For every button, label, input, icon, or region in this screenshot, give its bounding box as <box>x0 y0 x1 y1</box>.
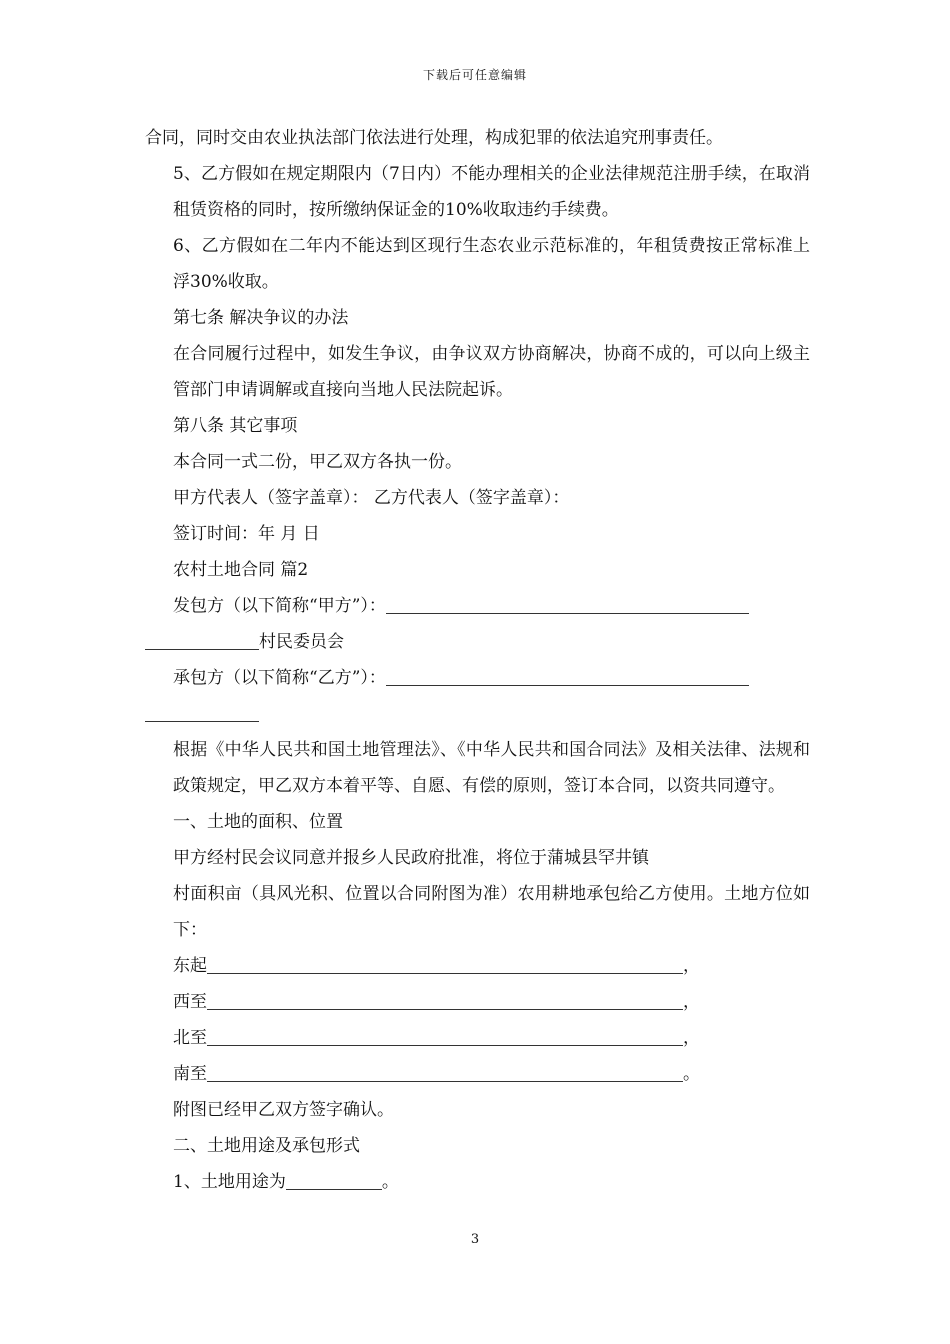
boundary-south-label: 南至 <box>173 1064 207 1084</box>
party-b-blank <box>386 667 749 686</box>
land-use-blank <box>286 1171 382 1190</box>
paragraph-dispute-resolution: 在合同履行过程中，如发生争议，由争议双方协商解决，协商不成的，可以向上级主管部门申请调解或直接向当地人民法院起诉。 <box>173 344 810 400</box>
boundary-south-line <box>145 1056 810 1092</box>
heading-part-2: 农村土地合同 篇2 <box>173 560 309 580</box>
party-b-continuation-line <box>145 696 810 732</box>
paragraph-clause-6: 6、乙方假如在二年内不能达到区现行生态农业示范标准的，年租赁费按正常标准上浮30%收取。 <box>173 236 810 292</box>
boundary-north-label: 北至 <box>173 1028 207 1048</box>
boundary-west-punct: ， <box>683 992 700 1012</box>
party-a-line <box>145 588 810 624</box>
paragraph-approval: 甲方经村民会议同意并报乡人民政府批准，将位于蒲城县罕井镇 <box>173 848 649 868</box>
village-blank <box>145 631 259 650</box>
party-b-label: 承包方（以下简称“乙方”）： <box>173 668 386 688</box>
heading-article-8: 第八条 其它事项 <box>173 416 298 436</box>
land-use-punct: 。 <box>381 1172 399 1192</box>
party-a-blank <box>386 595 749 614</box>
boundary-north-punct: ， <box>683 1028 700 1048</box>
boundary-east-punct: ， <box>683 956 700 976</box>
boundary-west-label: 西至 <box>173 992 207 1012</box>
boundary-south-blank <box>207 1063 683 1082</box>
boundary-east-label: 东起 <box>173 956 207 976</box>
boundary-west-line <box>145 984 810 1020</box>
village-committee-line <box>145 624 810 660</box>
boundary-north-line <box>145 1020 810 1056</box>
page-header: 下载后可任意编辑 <box>422 68 527 82</box>
heading-land-use: 二、土地用途及承包形式 <box>173 1136 360 1156</box>
land-use-label: 1、土地用途为 <box>173 1172 286 1192</box>
paragraph-map-confirmed: 附图已经甲乙双方签字确认。 <box>173 1100 394 1120</box>
party-b-blank-continued <box>145 703 259 722</box>
paragraph-clause-5: 5、乙方假如在规定期限内（7日内）不能办理相关的企业法律规范注册手续，在取消租赁资格的同时，按所缴纳保证金的10%收取违约手续费。 <box>173 164 810 220</box>
paragraph-land-description: 村面积亩（具风光积、位置以合同附图为准）农用耕地承包给乙方使用。土地方位如下： <box>173 884 810 940</box>
signature-line: 甲方代表人（签字盖章）： 乙方代表人（签字盖章）： <box>173 488 570 508</box>
boundary-north-blank <box>207 1027 683 1046</box>
party-b-line <box>145 660 810 696</box>
page-number: 3 <box>470 1232 480 1247</box>
paragraph-legal-basis: 根据《中华人民共和国土地管理法》、《中华人民共和国合同法》及相关法律、法规和政策规定，甲乙双方本着平等、自愿、有偿的原则，签订本合同，以资共同遵守。 <box>173 740 810 796</box>
heading-article-7: 第七条 解决争议的办法 <box>173 308 349 328</box>
party-a-label: 发包方（以下简称“甲方”）： <box>173 596 386 616</box>
paragraph-copies: 本合同一式二份，甲乙双方各执一份。 <box>173 452 462 472</box>
boundary-south-punct: 。 <box>683 1064 700 1084</box>
signing-date-line: 签订时间：年 月 日 <box>173 524 320 544</box>
boundary-west-blank <box>207 991 683 1010</box>
boundary-east-line <box>145 948 810 984</box>
land-use-line <box>145 1164 810 1200</box>
paragraph-contract-continuation: 合同，同时交由农业执法部门依法进行处理，构成犯罪的依法追究刑事责任。 <box>145 128 723 148</box>
heading-land-area-location: 一、土地的面积、位置 <box>173 812 343 832</box>
boundary-east-blank <box>207 955 683 974</box>
document-body <box>145 120 810 1200</box>
village-committee-label: 村民委员会 <box>259 632 344 652</box>
